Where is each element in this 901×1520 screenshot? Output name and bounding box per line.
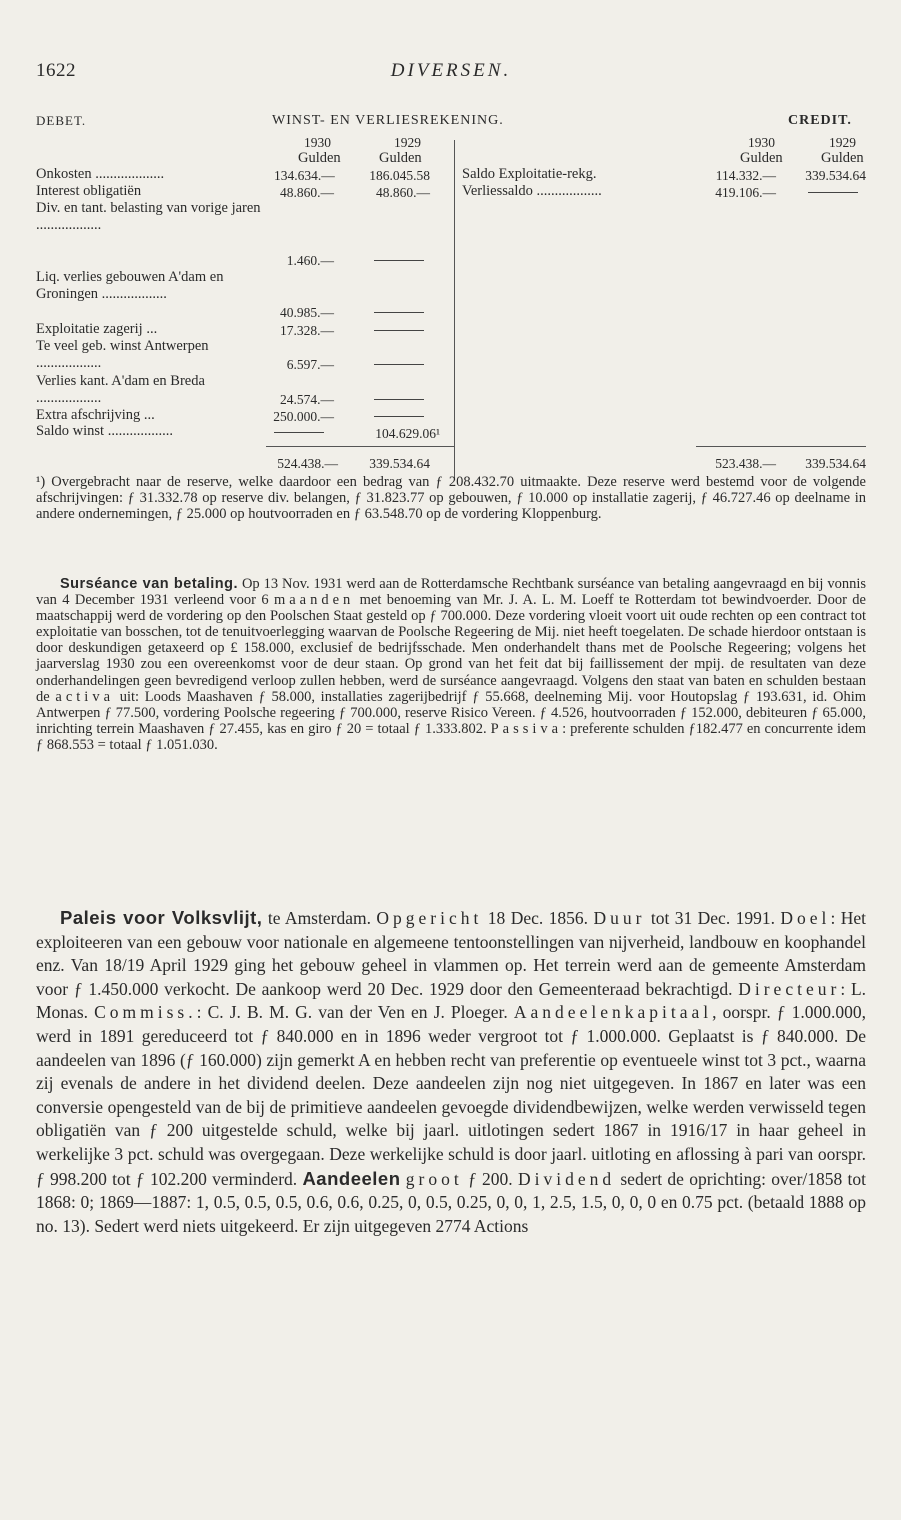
unit-left-1929: Gulden	[379, 150, 422, 166]
paleis-paragraph: Paleis voor Volksvlijt, te Amsterdam. Opgericht 18 Dec. 1856. Duur tot 31 Dec. 1991. Doel: Het exploiteeren van een gebouw voor nationale en algemeene tentoonstellingen van nijverheid, landbouw en koophandel enz. Van 18/19 April 1929 ging het gebouw geheel in vlammen op. Het terrein werd aan de gemeente Amsterdam voor ƒ 1.450.000 verkocht. De aankoop werd 20 Dec. 1929 door den Gemeenteraad bekrachtigd. Directeur: L. Monas. Commiss.: C. J. B. M. G. van der Ven en J. Ploeger. Aandeelenkapitaal, oorspr. ƒ 1.000.000, werd in 1891 gereduceerd tot ƒ 840.000 en in 1896 weder vergroot tot ƒ 1.000.000. Geplaatst is ƒ 840.000. De aandeelen van 1896 (ƒ 160.000) zijn gemerkt A en hebben recht van preferentie op eventueele winst tot 3 pct., waarna zij evenals de andere in het dividend deelen. Deze aandeelen zijn nog niet uitgegeven. In 1867 en later was een conversie opengesteld van de bij de primitieve aandeelen gevoegde dividendbewijzen, welke werden verwisseld tegen obligatiën van ƒ 200 uitgestelde schuld, welke bij jaarl. uitlotingen sedert 1867 in 1916/17 in haar geheel in werkelijke 3 pct. schuld was overgegaan. Deze werkelijke schuld is door jaarl. uitloting en aflossing à pari van oorspr. ƒ 998.200 tot ƒ 102.200 verminderd. Aandeelen groot ƒ 200. Dividend sedert de oprichting: over/1858 tot 1868: 0; 1869—1887: 1, 0.5, 0.5, 0.5, 0.6, 0.6, 0.25, 0, 0.5, 0.25, 0, 0, 1, 2.5, 1.5, 0, 0, 0 en 0.75 pct. (betaald 1888 op no. 13). Sedert werd niets uitgekeerd. Er zijn uitgegeven 2774 Actions	[36, 907, 867, 1236]
empty-dash	[374, 391, 424, 408]
empty-dash	[274, 424, 324, 441]
unit-right-1930: Gulden	[740, 150, 783, 166]
aandeelen-heading: Aandeelen	[302, 1167, 401, 1189]
empty-dash	[808, 184, 858, 201]
left-total-1930: 524.438.—	[277, 456, 338, 471]
empty-dash	[374, 356, 424, 373]
year-left-1930: 1930	[304, 135, 331, 150]
empty-dash	[374, 304, 424, 321]
left-total-1929: 339.534.64	[369, 456, 430, 471]
year-right-1929: 1929	[829, 135, 856, 150]
right-total-1930: 523.438.—	[715, 456, 776, 471]
surseance-section	[36, 576, 866, 753]
paleis-section	[36, 906, 866, 1238]
footnote-text: ¹) Overgebracht naar de reserve, welke daardoor een bedrag van ƒ 208.432.70 uitmaakte. Deze reserve werd bestemd voor de volgende afschrijvingen: ƒ 31.332.78 op reserve div. belangen, ƒ 31.823.77 op gebouwen, ƒ 10.000 op installatie zagerij, ƒ 46.727.46 op deelname in andere ondernemingen, ƒ 25.000 op houtvoorraden en ƒ 63.548.70 op de vordering Kloppenburg.	[36, 474, 866, 522]
page	[36, 0, 866, 1520]
profit-loss-table: DEBET. WINST- EN VERLIESREKENING. CREDIT. 1930 1929 1930 1929 Gulden Gulden Gulden Gulden Onkosten ................... 134.634.— 186.045.58 Interest obligatiën 48.860.— 48.860.— Div. en tant. belasting van vorige jaren .................. 1.460.— Liq. verlies gebouwen A'dam en Groningen .................. 40.985.— Exploitatie zagerij ... 17.328.— Te veel geb. winst Antwerpen .................. 6.597.— Verlies kant. A'dam en Breda .................. 24.574.— Extra afschrijving ... 250.000.— Saldo winst .................. 104.629.06¹ 524.438.— 339.534.64 Saldo Exploitatie-rekg. 114.332.— 339.534.64 Verliessaldo .................. 419.106.— 523.438.— 339.534.64	[36, 112, 866, 482]
column-divider	[454, 140, 455, 480]
page-number: 1622	[36, 60, 76, 81]
right-sum-line	[696, 446, 866, 447]
footnote	[36, 474, 866, 522]
empty-dash	[374, 252, 424, 269]
left-sum-line	[266, 446, 454, 447]
debet-label: DEBET.	[36, 113, 87, 128]
surseance-heading: Surséance van betaling.	[60, 576, 239, 592]
paleis-heading: Paleis voor Volksvlijt,	[60, 907, 263, 928]
right-total-1929: 339.534.64	[805, 456, 866, 471]
empty-dash	[374, 322, 424, 339]
year-left-1929: 1929	[394, 135, 421, 150]
unit-left-1930: Gulden	[298, 150, 341, 166]
empty-dash	[374, 408, 424, 425]
year-right-1930: 1930	[748, 135, 775, 150]
credit-label: CREDIT.	[788, 113, 852, 128]
table-title: WINST- EN VERLIESREKENING.	[272, 113, 504, 128]
surseance-paragraph: Surséance van betaling. Op 13 Nov. 1931 werd aan de Rotterdamsche Rechtbank surséance van betaling aangevraagd en bij vonnis van 4 December 1931 verleend voor 6 maanden met benoeming van Mr. J. A. L. M. Loeff te Rotterdam tot bewindvoerder. Door de maatschappij werd de vordering op den Poolschen Staat gesteld op ƒ 700.000. Deze vordering vloeit voort uit oude rechten op een contract tot exploitatie van bosschen, tot de tenuitvoerlegging waarvan de Poolsche Regeering de Mij. niet heeft toegelaten. De schade hierdoor ontstaan is door deskundigen getaxeerd op £ 158.000, exclusief de bedrijfsschade. Men onderhandelt thans met de Poolsche Regeering; volgens het jaarverslag 1930 zou een overeenkomst voor de deur staan. Op grond van het feit dat bij faillissement der mpij. de resultaten van deze onderhandelingen geen bevredigend verloop zullen hebben, werd de surséance aangevraagd. Volgens den staat van baten en schulden bestaan de activa uit: Loods Maashaven ƒ 58.000, installaties zagerijbedrijf ƒ 55.668, deelneming Mij. voor Houtopslag ƒ 193.631, id. Ohim Antwerpen ƒ 77.500, vordering Poolsche regeering ƒ 700.000, reserve Risico Vereen. ƒ 4.526, houtvoorraden ƒ 152.000, debiteuren ƒ 65.000, inrichting terrein Maashaven ƒ 27.455, kas en giro ƒ 20 = totaal ƒ 1.333.802. Passiva: preferente schulden ƒ182.477 en concurrente idem ƒ 868.553 = totaal ƒ 1.051.030.	[36, 576, 866, 753]
running-title: DIVERSEN.	[390, 60, 512, 81]
unit-right-1929: Gulden	[821, 150, 864, 166]
page-header	[36, 60, 866, 90]
